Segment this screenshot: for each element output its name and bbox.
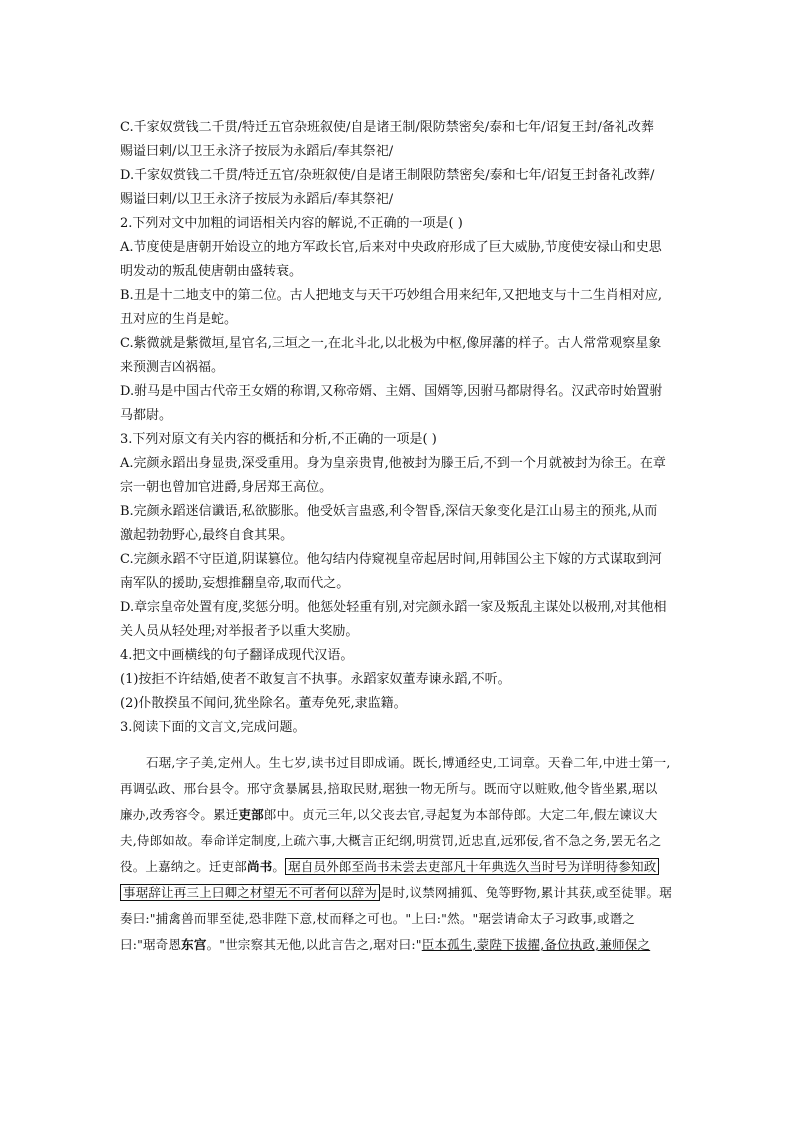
bold-term-shangshu: 尚书: [247, 859, 273, 874]
q1-option-d-line1: D.千家奴赏钱二千贯/特迁五官/杂班叙使/自是诸王制限防禁密矣/泰和七年/诏复王封备礼改葬/: [120, 168, 655, 183]
q4-item-1: (1)按拒不许结婚,使者不敢复言不执事。永蹈家奴董寿谏永蹈,不听。: [120, 672, 511, 687]
q3-option-d-line2: 关人员从轻处理;对举报者予以重大奖励。: [120, 624, 359, 639]
q3-stem: 3.下列对原文有关内容的概括和分析,不正确的一项是( ): [120, 432, 437, 447]
passage-line: [120, 880, 690, 906]
q2-option-d-line1: D.驸马是中国古代帝王女婿的称谓,又称帝婿、主婿、国婿等,因驸马都尉得名。汉武帝时始置驸: [120, 384, 663, 399]
passage-line: 石琚,字子美,定州人。生七岁,读书过目即成诵。既长,博通经史,工词章。天眷二年,中进士第一,: [146, 755, 671, 770]
passage-text: 。"世宗察其无他,以此言告之,琚对曰:": [206, 937, 422, 952]
document-content: [120, 116, 690, 958]
q2-option-a-line1: A.节度使是唐朝开始设立的地方军政长官,后来对中央政府形成了巨大威胁,节度使安禄山和史思: [120, 240, 662, 255]
q1-option-d-line2: 赐谥曰剌/以卫王永济子按辰为永蹈后/奉其祭祀/: [120, 192, 394, 207]
passage-line: 奏曰:"捕禽兽而罪至徒,恐非陛下意,杖而释之可也。"上曰:"然。"琚尝请命太子习政事,或谮之: [120, 911, 636, 926]
bold-term-donggong: 东宫: [181, 937, 207, 952]
underlined-sentence: 臣本孤生,蒙陛下拔擢,备位执政,兼师保之: [421, 937, 651, 952]
bold-term-libu: 吏部: [238, 807, 264, 822]
q4-item-2: (2)仆散揆虽不闻问,犹坐除名。董寿免死,隶监籍。: [120, 696, 407, 711]
passage-line: [120, 854, 690, 880]
passage-line: 夫,侍郎如故。奉命详定制度,上疏六事,大概言正纪纲,明赏罚,近忠直,远邪佞,省不急之务,罢无名之: [120, 833, 662, 848]
q3-option-d-line1: D.章宗皇帝处置有度,奖惩分明。他惩处轻重有别,对完颜永蹈一家及叛乱主谋处以极刑,对其他相: [120, 600, 667, 615]
boxed-punctuation-segment: 事琚辞让再三上曰卿之材望无不可者何以辞为: [120, 884, 380, 901]
q2-option-c-line2: 来预测吉凶祸福。: [120, 360, 225, 375]
passage-text: 廉办,改秀容令。累迁: [120, 807, 239, 822]
q1-option-c-line2: 赐谥曰剌/以卫王永济子按辰为永蹈后/奉其祭祀/: [120, 144, 394, 159]
passage-text: 郎中。贞元三年,以父丧去官,寻起复为本部侍郎。大定二年,假左谏议大: [263, 807, 658, 822]
q3-option-b-line1: B.完颜永蹈迷信谶语,私欲膨胀。他受妖言蛊惑,利令智昏,深信天象变化是江山易主的预兆,从而: [120, 504, 658, 519]
q2-option-d-line2: 马都尉。: [120, 408, 173, 423]
q3-option-a-line2: 宗一朝也曾加官进爵,身居郑王高位。: [120, 480, 333, 495]
q3-option-a-line1: A.完颜永蹈出身显贵,深受重用。身为皇亲贵胄,他被封为滕王后,不到一个月就被封为徐王。在章: [120, 456, 666, 471]
boxed-punctuation-segment: 琚自员外郎至尚书未尝去吏部凡十年典选久当时号为详明待参知政: [285, 858, 659, 875]
q3-option-b-line2: 激起勃勃野心,最终自食其果。: [120, 528, 294, 543]
q3-option-c-line2: 南军队的援助,妄想推翻皇帝,取而代之。: [120, 576, 350, 591]
passage-line: [120, 802, 690, 828]
q2-option-b-line1: B.丑是十二地支中的第二位。古人把地支与天干巧妙组合用来纪年,又把地支与十二生肖相对应,: [120, 288, 662, 303]
q2-stem: 2.下列对文中加粗的词语相关内容的解说,不正确的一项是( ): [120, 216, 463, 231]
passage-line: 再调弘政、邢台县令。邢守贪暴属县,掊取民财,琚独一物无所与。既而守以赃败,他令皆坐累,琚以: [120, 781, 658, 796]
passage-text: 曰:"琚奇恩: [120, 937, 182, 952]
section-3-title: 3.阅读下面的文言文,完成问题。: [120, 720, 306, 735]
q1-option-c-line1: C.千家奴赏钱二千贯/特迁五官杂班叙使/自是诸王制/限防禁密矣/泰和七年/诏复王封/备礼改葬: [120, 120, 654, 135]
q4-stem: 4.把文中画横线的句子翻译成现代汉语。: [120, 648, 354, 663]
q2-option-c-line1: C.紫微就是紫微垣,星官名,三垣之一,在北斗北,以北极为中枢,像屏藩的样子。古人常常观察星象: [120, 336, 662, 351]
classical-passage: [120, 750, 690, 958]
passage-text: 。: [272, 859, 286, 874]
passage-line: [120, 932, 690, 958]
q3-option-c-line1: C.完颜永蹈不守臣道,阴谋篡位。他勾结内侍窥视皇帝起居时间,用韩国公主下嫁的方式谋取到河: [120, 552, 662, 567]
q2-option-a-line2: 明发动的叛乱使唐朝由盛转衰。: [120, 264, 303, 279]
passage-text: 是时,议禁网捕狐、兔等野物,累计其获,或至徒罪。琚: [380, 885, 672, 900]
passage-text: 役。上嘉纳之。迁吏部: [120, 859, 248, 874]
q2-option-b-line2: 丑对应的生肖是蛇。: [120, 312, 238, 327]
